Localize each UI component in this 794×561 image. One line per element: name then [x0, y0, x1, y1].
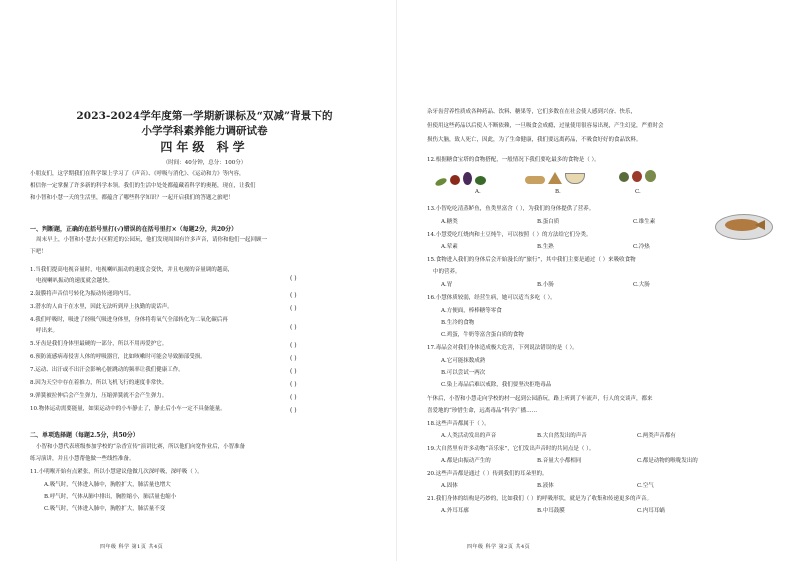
judge-item-4-cont: 呼出来。	[36, 328, 59, 334]
option-c: C.都是动物的喉咙发出的	[637, 458, 698, 464]
page-footer: 四年级 科学 第1页 共4页	[100, 544, 164, 550]
intro-line: 和小智和小慧一天的生活里，都蕴含了哪些科学知识？一起开启我们的答题之旅吧！	[30, 195, 234, 201]
question-14: 14.小慧爱吃红烧肉和土豆炖牛，可以按照（ ）的方法给它们分类。	[427, 232, 592, 238]
question-20: 20.这些声音都是通过（ ）传到我们的耳朵里的。	[427, 471, 548, 477]
pear-icon	[645, 170, 656, 182]
eggplant-icon	[463, 172, 472, 185]
option-c: C.染上毒品后难以戒除，我们要坚决拒绝毒品	[441, 382, 552, 388]
option-c: C.	[635, 189, 641, 195]
option-c: C.内耳耳蜗	[637, 508, 665, 514]
option-b: B.小肠	[537, 282, 554, 288]
section1-intro: 周末早上，小智和小慧去小区附近的公园玩，他们发现周围有许多声音，请你和他们一起回顾一	[36, 237, 268, 243]
option-b: B.音量大小都相同	[537, 458, 582, 464]
option-a: A.固体	[441, 483, 458, 489]
option-a: A.方便面，棒棒糖等零食	[441, 308, 502, 314]
judge-item-7: 7.运动、出汗或不出汗会影响心脏跳动的频率让我们健康工作。	[30, 367, 184, 373]
question-15: 15.食物进入我们的身体后会开始漫长的“旅行”，其中我们主要是通过（ ）来吸收食物	[427, 257, 636, 263]
answer-paren[interactable]: ( )	[290, 394, 297, 401]
question-11: 11.小明喉开始有点紧张，所以小慧建议他做几次深呼吸，深呼吸（ ）。	[30, 469, 203, 475]
option-b: B.液体	[537, 483, 554, 489]
judge-item-1-cont: 电视喇叭振动的速度就会越快。	[36, 278, 114, 284]
judge-item-8: 8.因为天空中存在着推力，所以飞机飞行的速度非常快。	[30, 380, 168, 386]
bread-icon	[525, 176, 545, 184]
judge-item-6: 6.预防流感病毒侵害人体的呼吸器官，比如咳嗽时可能会导致肺部受损。	[30, 354, 206, 360]
page-footer: 四年级 科学 第2页 共4页	[467, 544, 531, 550]
rice-bowl-icon	[565, 173, 585, 184]
answer-paren[interactable]: ( )	[290, 342, 297, 349]
section2-intro: 小智和小慧代表班级参加学校的“杂香宣传”演讲比赛，所以他们向宽作业后，小智准备	[36, 444, 246, 450]
judge-item-1: 1.当我们提高电视音量时，电视喇叭振动的速度会变快，并且电视的音量调的越高，	[30, 267, 234, 273]
food-picture-b	[525, 172, 585, 184]
section2-heading: 二、单项选择题（每题2.5分，共50分）	[30, 432, 139, 439]
exam-title-line1: 2023-2024学年度第一学期新课标及“双减”背景下的	[76, 110, 333, 122]
judge-item-4: 4.我们呼吸时，吸进了经吸气吸进身体里，身体将将氧气全部转化为二氧化碳后再	[30, 317, 228, 323]
answer-paren[interactable]: ( )	[290, 355, 297, 362]
answer-paren[interactable]: ( )	[290, 305, 297, 312]
grape-icon	[619, 172, 629, 182]
answer-paren[interactable]: ( )	[290, 381, 297, 388]
question-16: 16.小慧体质较弱，经营生病，她可以适当多吃（ ）。	[427, 295, 556, 301]
passage-line: 损伤大脑，致人死亡，因此，为了生命健康，我们要远离药品，不吸食好好的食品饮料。	[427, 137, 642, 143]
option-b: B.	[555, 189, 561, 195]
intro-line: 小朋友们，这学期我们在科学课上学习了《声音》、《呼吸与消化》、《运动和力》等内容，	[30, 171, 245, 177]
option-b: B.蛋白质	[537, 219, 560, 225]
option-a: A.吸气时，气体进入肺中，胸腔扩大，肺活量也增大	[44, 482, 171, 488]
exam-page-right	[397, 0, 794, 561]
answer-paren[interactable]: ( )	[290, 324, 297, 331]
question-21: 21.我们身体的结构是巧妙的，比如我们（ ）的呼吸形状，就是为了收集和传递更多的声音。	[427, 496, 652, 502]
option-c: C.维生素	[633, 219, 656, 225]
option-b: B.中耳鼓膜	[537, 508, 565, 514]
pea-pod-icon	[434, 177, 447, 188]
grade-subject: 四年级 科学	[160, 140, 249, 154]
passage-line: 但使用这些药品以后使人不断依赖，一旦吸食会成瘾，过量使用很容易出现，产生幻觉，严重时会	[427, 123, 664, 129]
option-b: B.大自然发出的声音	[537, 433, 587, 439]
option-b: B.呼气时，气体从肺中排出，胸腔缩小，肺活量也缩小	[44, 494, 177, 500]
option-a: A.胃	[441, 282, 453, 288]
exam-title-line2: 小学学科素养能力调研试卷	[141, 125, 268, 137]
section1-heading: 一、判断题，正确的在括号里打(√)错误的在括号里打×（每题2分，共20分）	[30, 226, 238, 233]
passage-line: 喜爱地的“珍惜生命，远离毒品”科学广播……	[427, 408, 538, 414]
judge-item-9: 9.弹簧被拉伸后会产生弹力，压缩弹簧就不会产生弹力。	[30, 393, 168, 399]
question-15-cont: 中的营养。	[433, 269, 461, 275]
food-picture-c	[619, 170, 656, 182]
option-c: C.冷热	[633, 244, 650, 250]
option-b: B.生熟	[537, 244, 554, 250]
option-c: C.两类声音都有	[637, 433, 676, 439]
option-b: B.可以尝试一两次	[441, 370, 486, 376]
intro-line: 相信你一定掌握了许多新的科学本领。我们的生活中处处都蕴藏着科学的奥秘，现在，让我们	[30, 183, 256, 189]
option-a: A.都是由振动产生的	[441, 458, 491, 464]
option-c: C.吸气时，气体进入肺中，胸腔扩大，肺活量不变	[44, 506, 166, 512]
option-c: C.大肠	[633, 282, 650, 288]
question-18: 18.这些声音都属于（ ）。	[427, 421, 490, 427]
judge-item-2: 2.鼓膜将声音信号转化为振动传递到内耳。	[30, 291, 135, 297]
pepper-icon	[475, 176, 486, 185]
chili-icon	[450, 175, 460, 185]
answer-paren[interactable]: ( )	[290, 275, 297, 282]
option-b: B.生冷的食物	[441, 320, 475, 326]
question-19: 19.大自然里有许多动物“音乐家”，它们发出声音时的共同点是（ ）。	[427, 446, 595, 452]
time-score: （时间：40分钟，总分：100分）	[162, 160, 247, 166]
passage-line: 杂牙齿营养性质成各种药品、饮料、糖果等，它们多数在在社会使人感到兴奋、快乐，	[427, 109, 637, 115]
question-12: 12.根据糖食宝塔的食物搭配，一般情况下我们要吃最多的食物是（ ）。	[427, 157, 600, 163]
option-a: A.糖类	[441, 219, 458, 225]
passage-line: 午休后，小智和小慧走向学校的村一起到公园游玩，路上听到了车流声，行人的交谈声，都来	[427, 396, 653, 402]
answer-paren[interactable]: ( )	[290, 407, 297, 414]
option-a: A.它可能抹数成熟	[441, 358, 486, 364]
option-a: A.荤素	[441, 244, 458, 250]
option-a: A.外耳耳廓	[441, 508, 469, 514]
answer-paren[interactable]: ( )	[290, 368, 297, 375]
question-17: 17.毒品会对我们身体造成极大危害，下列说法错误的是（ ）。	[427, 345, 578, 351]
steamed-fish-picture	[715, 206, 771, 240]
judge-item-10: 10.物体运动需要能量，如果运动中的小车静止了，静止后小车一定不具备能量。	[30, 406, 226, 412]
option-c: C.空气	[637, 483, 654, 489]
apple-icon	[632, 171, 642, 182]
judge-item-5: 5.牙齿是我们身体里最硬的一部分，所以不用再爱护它。	[30, 341, 168, 347]
answer-paren[interactable]: ( )	[290, 292, 297, 299]
option-a: A.	[475, 189, 481, 195]
section2-intro: 练习演讲，并且小慧帮他做一些线性准备。	[30, 456, 135, 462]
wheat-icon	[548, 172, 562, 184]
option-a: A.人类活动发出的声音	[441, 433, 497, 439]
option-c: C.鸡蛋，牛奶等富含蛋白质的食物	[441, 332, 524, 338]
section1-intro: 下吧！	[30, 249, 47, 255]
judge-item-3: 3.潜水的人由于在水里，因此无法听到岸上执勤的说话声。	[30, 304, 173, 310]
question-13: 13.小智吃吃清蒸鲈鱼，鱼类里富含（ ），为我们的身体提供了营养。	[427, 206, 595, 212]
food-picture-a	[435, 172, 486, 185]
